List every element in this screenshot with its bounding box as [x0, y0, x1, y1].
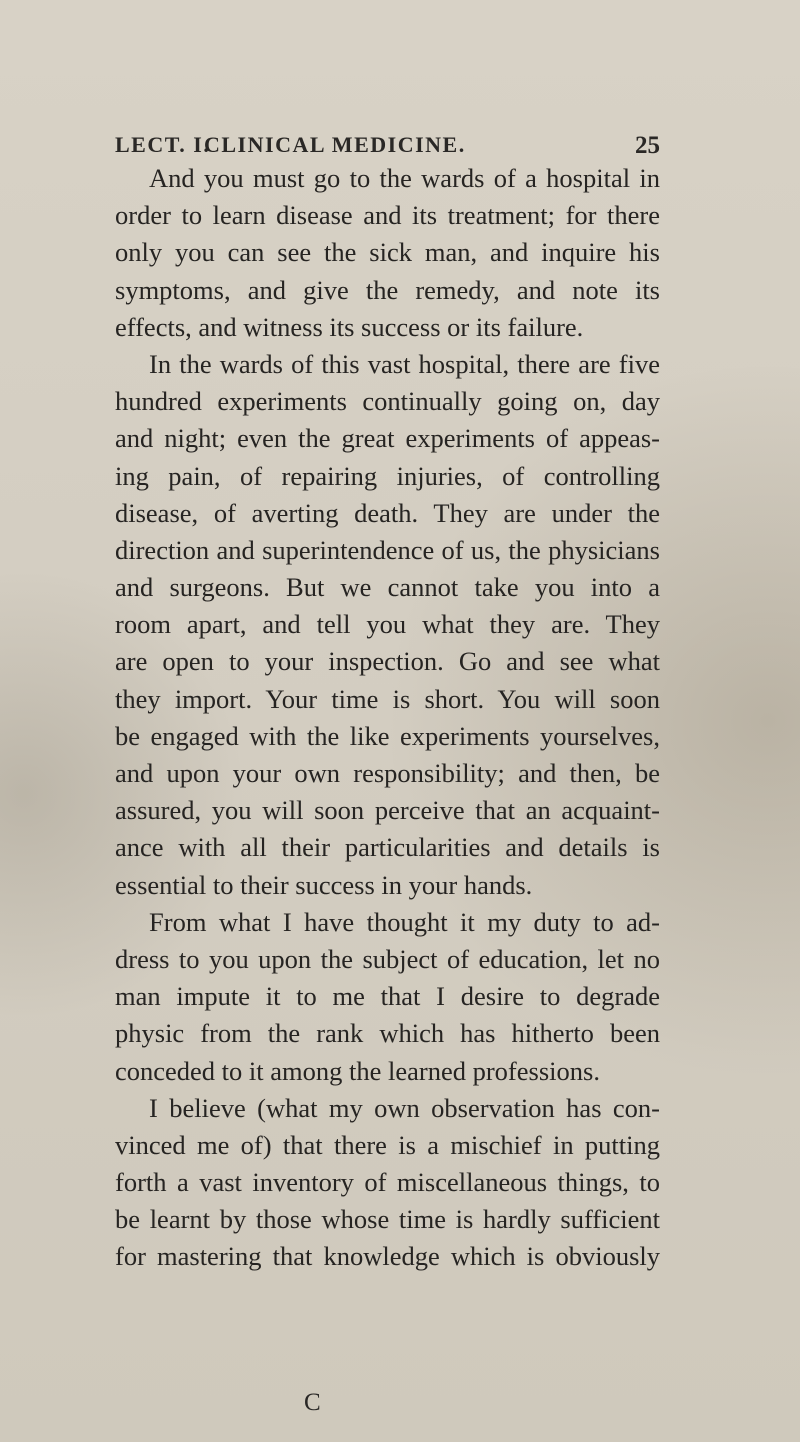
text-line: physic from the rank which has hitherto been	[115, 1018, 660, 1049]
text-line: And you must go to the wards of a hospital in	[149, 163, 660, 193]
signature-mark: C	[304, 1389, 321, 1416]
text-line: hundred experiments continually going on, day	[115, 386, 660, 417]
text-line: essential to their success in your hands.	[115, 869, 533, 900]
text-line: disease, of averting death. They are under the	[115, 497, 660, 528]
text-line: order to learn disease and its treatment; for there	[115, 200, 660, 231]
running-head	[115, 132, 660, 162]
text-line: I believe (what my own observation has con-	[149, 1092, 660, 1123]
running-title: CLINICAL MEDICINE.	[204, 132, 466, 157]
text-line: only you can see the sick man, and inquire his	[115, 237, 660, 268]
page-number: 25	[635, 132, 660, 159]
body-text	[115, 160, 660, 1276]
text-line: dress to you upon the subject of education, let no	[115, 943, 660, 974]
lecture-number: LECT. I.	[115, 132, 211, 157]
text-line: are open to your inspection. Go and see what	[115, 646, 660, 677]
text-line: for mastering that knowledge which is obviously	[115, 1241, 660, 1272]
text-line: and upon your own responsibility; and then, be	[115, 758, 660, 788]
text-line: man impute it to me that I desire to degrade	[115, 981, 660, 1012]
text-line: effects, and witness its success or its failure.	[115, 311, 584, 342]
text-line: and night; even the great experiments of appeas-	[115, 423, 660, 454]
text-line: conceded to it among the learned professions.	[115, 1055, 600, 1086]
text-line: forth a vast inventory of miscellaneous things, to	[115, 1167, 660, 1198]
text-line: ance with all their particularities and details is	[115, 832, 660, 863]
text-line: room apart, and tell you what they are. They	[115, 609, 660, 640]
text-line: vinced me of) that there is a mischief in putting	[115, 1129, 660, 1160]
text-line: and surgeons. But we cannot take you into a	[115, 572, 660, 603]
text-line: symptoms, and give the remedy, and note its	[115, 274, 660, 305]
text-line: be learnt by those whose time is hardly sufficient	[115, 1204, 660, 1235]
text-line: assured, you will soon perceive that an acquaint-	[115, 795, 660, 826]
text-line: direction and superintendence of us, the physicians	[115, 534, 660, 565]
text-line: From what I have thought it my duty to ad-	[149, 906, 660, 937]
text-line: they import. Your time is short. You will soon	[115, 683, 660, 714]
text-line: be engaged with the like experiments yourselves,	[115, 720, 660, 751]
text-line: ing pain, of repairing injuries, of controlling	[115, 460, 660, 491]
text-line: In the wards of this vast hospital, there are five	[149, 348, 660, 379]
